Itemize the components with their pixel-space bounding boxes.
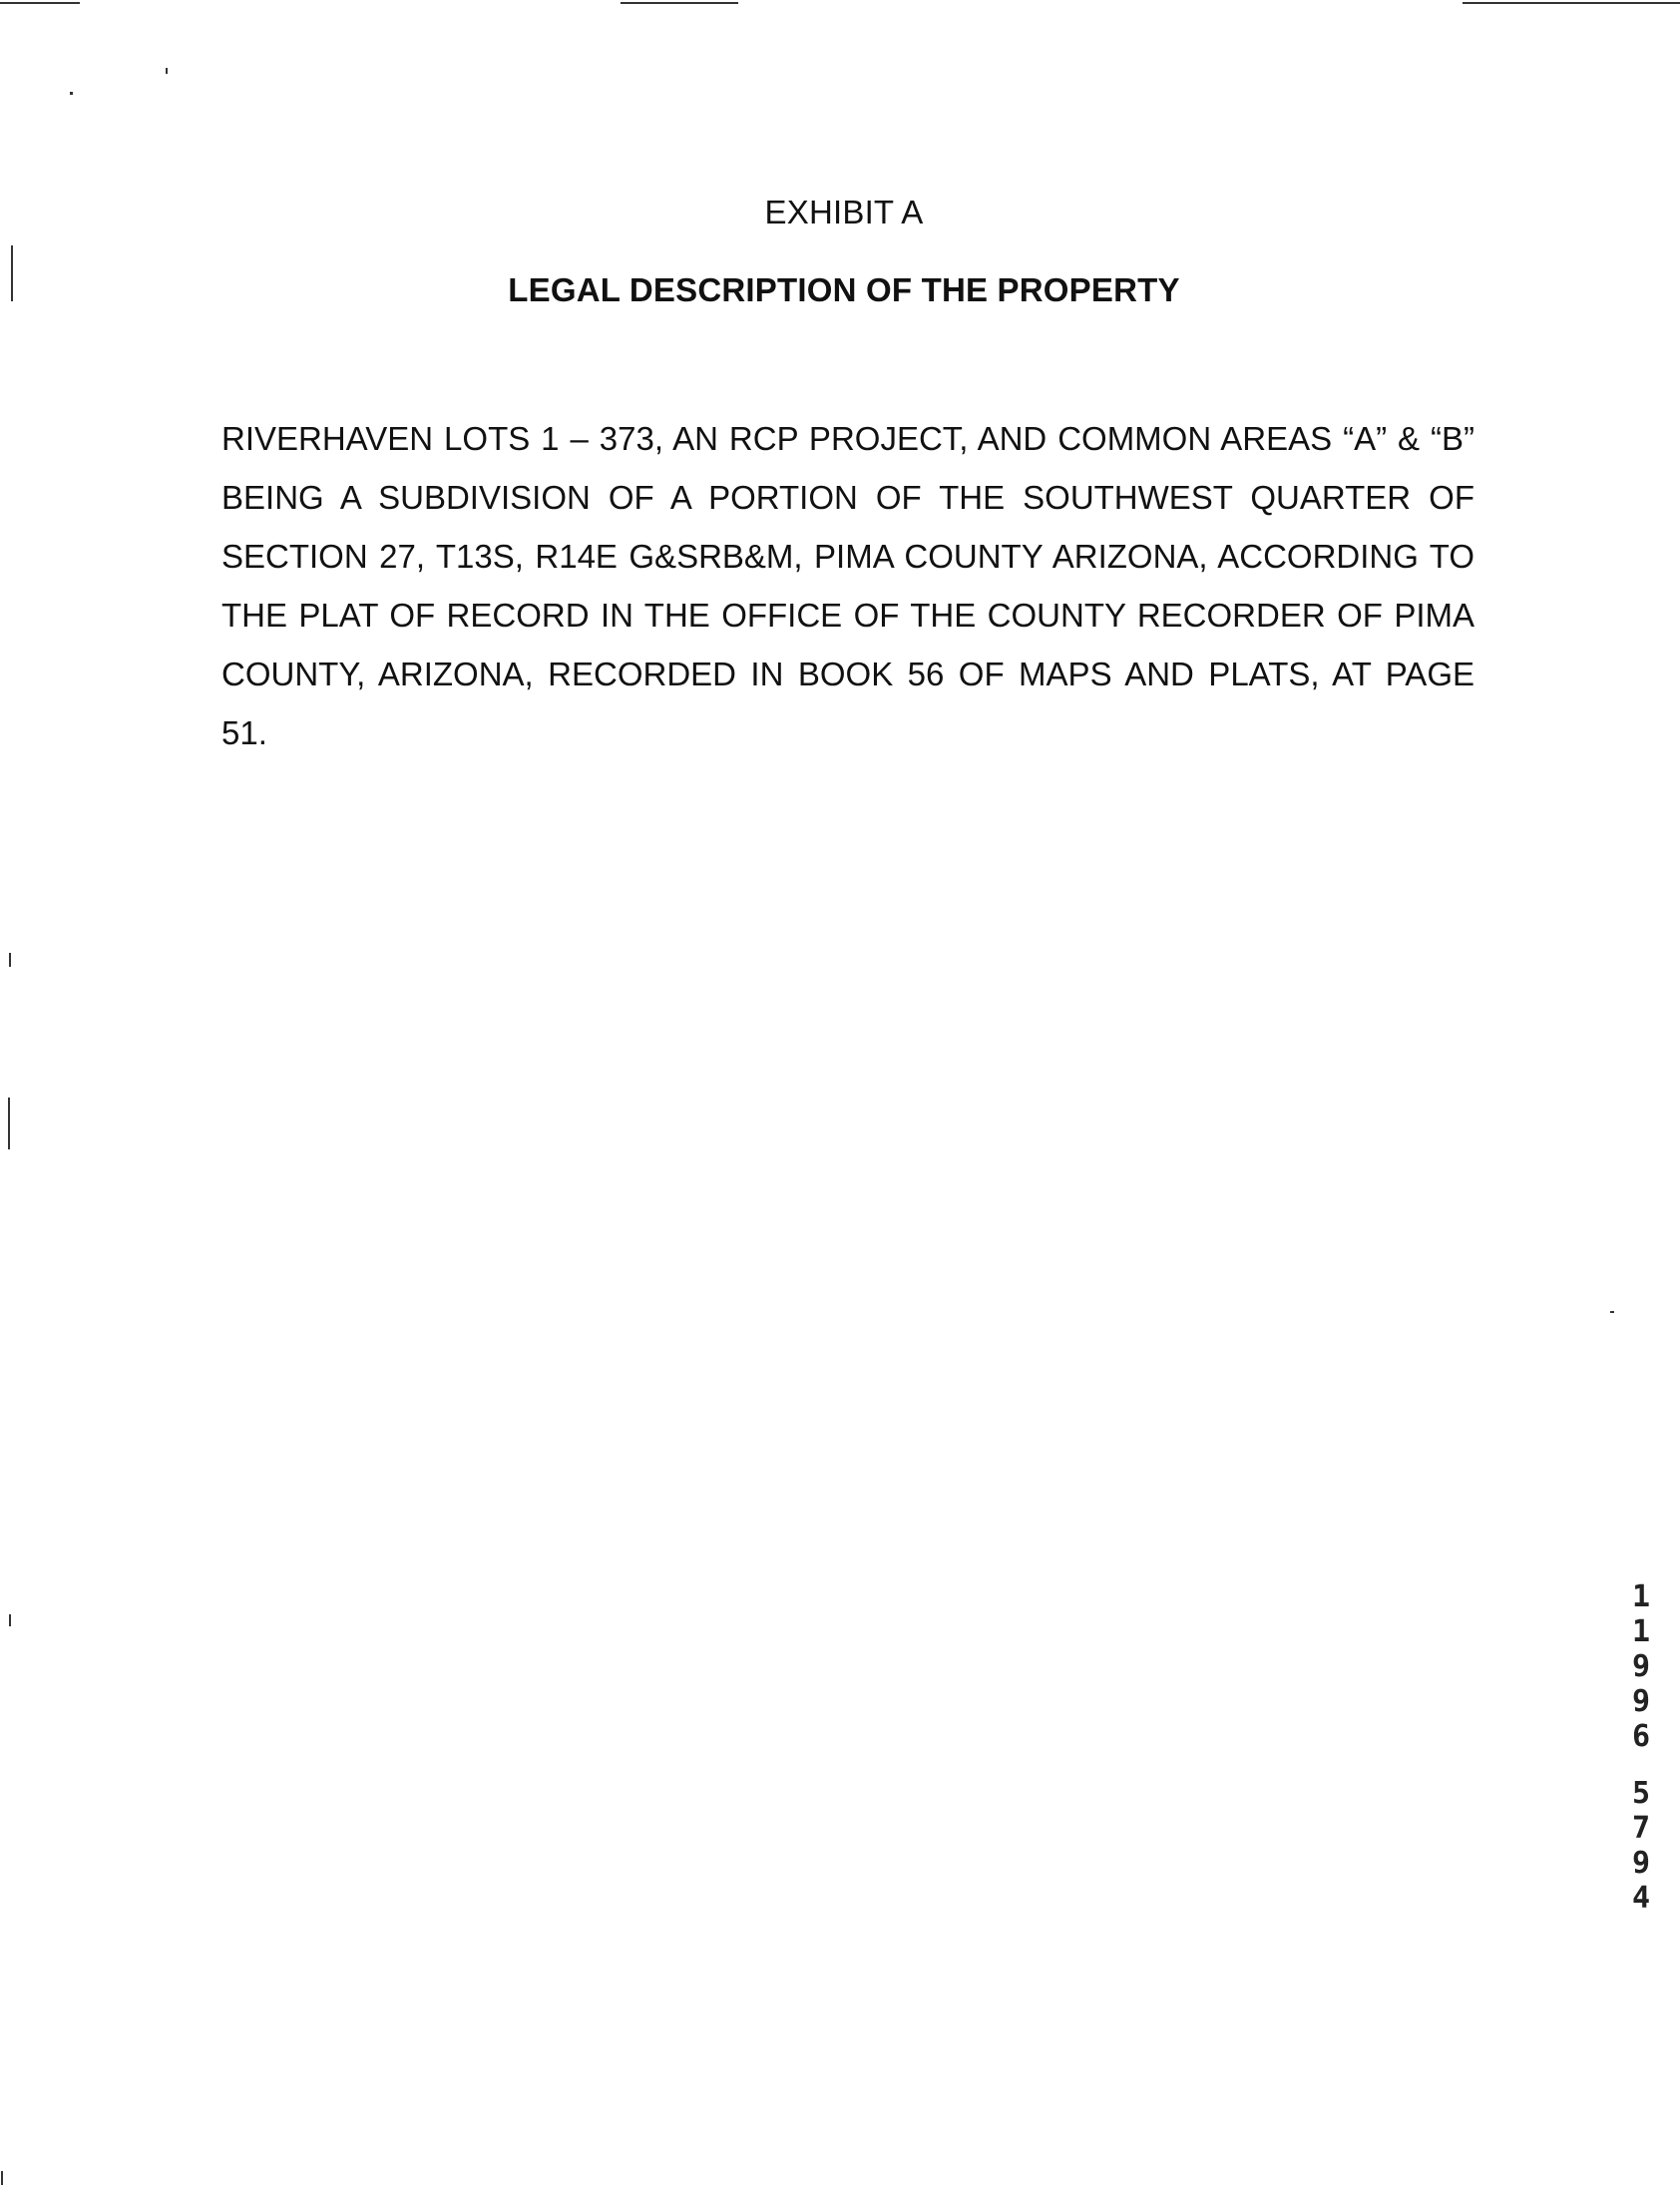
stamp-digit: 9 xyxy=(1631,1846,1651,1881)
scan-artifact-top-right xyxy=(1463,2,1680,4)
legal-description-line: SECTION 27, T13S, R14E G&SRB&M, PIMA COUNTY ARIZONA, ACCORDING TO xyxy=(221,538,1474,575)
scan-artifact-dot-2 xyxy=(70,92,73,95)
scan-artifact-dot-1 xyxy=(166,68,168,74)
recording-number-stamp xyxy=(1626,1579,1656,1916)
legal-description-line: COUNTY, ARIZONA, RECORDED IN BOOK 56 OF MAPS AND PLATS, AT PAGE xyxy=(221,656,1474,692)
legal-description-line: THE PLAT OF RECORD IN THE OFFICE OF THE COUNTY RECORDER OF PIMA xyxy=(221,597,1474,634)
stamp-digit: 1 xyxy=(1631,1579,1651,1614)
legal-description xyxy=(221,409,1474,762)
scan-artifact-top-left xyxy=(0,2,80,4)
scan-artifact-left-4 xyxy=(9,1614,11,1626)
stamp-digit: 4 xyxy=(1631,1881,1651,1916)
exhibit-title: EXHIBIT A xyxy=(764,194,924,230)
stamp-digit: 6 xyxy=(1631,1719,1651,1754)
stamp-digit: 1 xyxy=(1631,1614,1651,1649)
stamp-digit: 5 xyxy=(1631,1776,1651,1811)
legal-description-line: 51. xyxy=(221,714,267,751)
legal-description-line: BEING A SUBDIVISION OF A PORTION OF THE SOUTHWEST QUARTER OF xyxy=(221,479,1474,516)
stamp-digit: 9 xyxy=(1631,1684,1651,1719)
scan-artifact-dot-3 xyxy=(1610,1311,1614,1313)
stamp-digit: 7 xyxy=(1631,1811,1651,1846)
scan-artifact-left-3 xyxy=(9,953,11,967)
scan-artifact-left-2 xyxy=(8,1098,10,1149)
stamp-digit: 9 xyxy=(1631,1649,1651,1684)
stamp-gap xyxy=(1626,1754,1656,1776)
scan-artifact-top-center xyxy=(621,2,738,4)
scan-artifact-left-5 xyxy=(1,2171,3,2185)
section-heading: LEGAL DESCRIPTION OF THE PROPERTY xyxy=(508,271,1180,308)
legal-description-line: RIVERHAVEN LOTS 1 – 373, AN RCP PROJECT, AND COMMON AREAS “A” & “B” xyxy=(221,420,1474,457)
